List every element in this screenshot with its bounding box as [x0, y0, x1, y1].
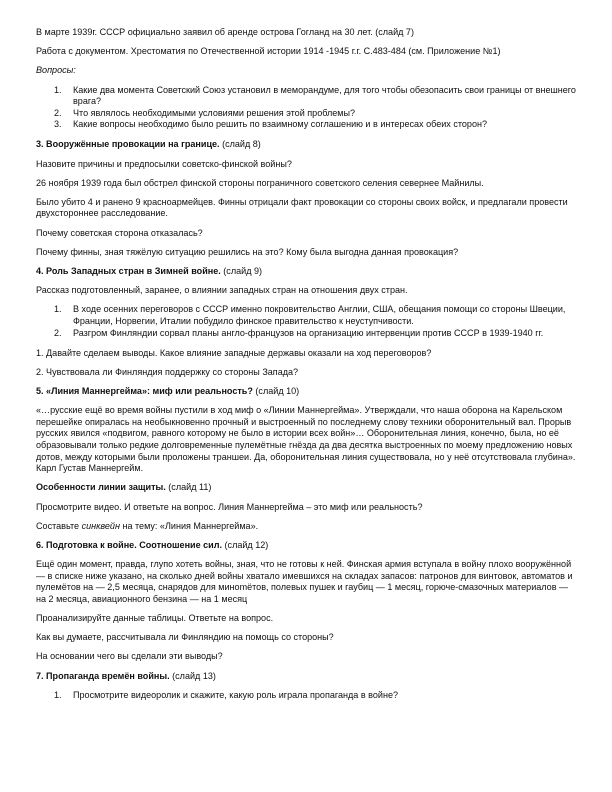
list-item: 1. Какие два момента Советский Союз установил в меморандуме, для того чтобы обезопасить свои границы от внешнего врага? [54, 84, 576, 107]
paragraph-support-question: 2. Чувствовала ли Финляндия поддержку со стороны Запада? [36, 366, 299, 377]
list-item: 1. Просмотрите видеоролик и скажите, какую роль играла пропаганда в войне? [54, 689, 399, 700]
heading-propaganda: 7. Пропаганда времён войны. (слайд 13) [36, 670, 216, 681]
paragraph-conclusions: 1. Давайте сделаем выводы. Какое влияние западные державы оказали на ход переговоров? [36, 347, 432, 358]
paragraph-provocation-question: Почему финны, зная тяжёлую ситуацию решились на это? Кому была выгодна данная провокация? [36, 246, 459, 257]
paragraph-casualties: Было убито 4 и ранено 9 красноармейцев. Финны отрицали факт провокации со стороны своих войск, и предлагали провести двухстороннее расследование. [36, 196, 568, 219]
heading-provocations: 3. Вооружённые провокации на границе. (слайд 8) [36, 139, 261, 150]
paragraph-basis-question: На основании чего вы сделали эти выводы? [36, 651, 223, 662]
paragraph-video-question: Просмотрите видео. И ответьте на вопрос. Линия Маннергейма – это миф или реальность? [36, 501, 423, 512]
heading-western-role: 4. Роль Западных стран в Зимней войне. (слайд 9) [36, 266, 263, 277]
list-item: 2. Что являлось необходимыми условиями решения этой проблемы? [54, 107, 356, 118]
list-item: 1. В ходе осенних переговоров с СССР именно покровительство Англии, США, обещания помощи со стороны Швеции, Франции, Норвегии, Италии побудило финское правительство к неуступчивости. [54, 304, 566, 327]
paragraph-document-work: Работа с документом. Хрестоматия по Отечественной истории 1914 -1945 г.г. С.483-484 (см. Приложение №1) [36, 46, 501, 57]
paragraph-causes-question: Назовите причины и предпосылки советско-финской войны? [36, 158, 292, 169]
paragraph-gogland: В марте 1939г. СССР официально заявил об аренде острова Гогланд на 30 лет. (слайд 7) [36, 27, 414, 37]
paragraph-mainila: 26 ноября 1939 года был обстрел финской стороны пограничного советского селения севернее Майнилы. [36, 177, 484, 188]
paragraph-finnish-supplies: Ещё один момент, правда, глупо хотеть войны, зная, что не готовы к ней. Финская армия вступала в войну плохо вооружённой — в списке ниже указано, на сколько дней войны хватало имевшихся на складах запасов: патронов для винтовок, автоматов и пулемётов на — 2,5 месяца, снарядов для минomётов, полевых пушек и гаубиц — 1 месяц, горюче-смазочных материалов — на 2 месяца, авиационного бензина — на 1 месяц [36, 559, 573, 604]
questions-label: Вопросы: [36, 65, 76, 76]
list-item: 2. Разгром Финляндии сорвал планы англо-французов на организацию интервенции против СССР в 1939-1940 гг. [54, 327, 544, 338]
paragraph-sinkwain-task: Составьте синквейн на тему: «Линия Маннергейма». [36, 520, 259, 531]
list-item: 3. Какие вопросы необходимо было решить по взаимному соглашению и в интересах обеих сторон? [54, 119, 488, 130]
paragraph-analyze-table: Проанализируйте данные таблицы. Ответьте на вопрос. [36, 613, 274, 624]
western-list [36, 304, 576, 339]
paragraph-soviet-refusal: Почему советская сторона отказалась? [36, 227, 203, 238]
mannerheim-quote: «…русские ещё во время войны пустили в ход миф о «Линии Маннергейма». Утверждали, что наша оборона на Карельском перешейке опиралась на необыкновенно прочный и выстроенный по последнему слову техники оборонительный вал. Прорыв русских явился «подвигом, равного которому не было в истории всех войн»… Оборонительная линия, конечно, была, но её образовывали только редкие долговременные пулемётные гнёзда да два десятка выстроенных по моему предложению новых дотов, между которыми были проложены траншеи. Да, оборонительная линия существовала, но у неё отсутствовала глубина». Карл Густав Маннергейм. [36, 405, 576, 474]
propaganda-list [36, 690, 576, 702]
heading-defense-features: Особенности линии защиты. (слайд 11) [36, 482, 212, 493]
heading-mannerheim-line: 5. «Линия Маннергейма»: миф или реальность? (слайд 10) [36, 385, 300, 396]
paragraph-help-question: Как вы думаете, рассчитывала ли Финляндию на помощь со стороны? [36, 632, 334, 643]
heading-war-preparation: 6. Подготовка к войне. Соотношение сил. (слайд 12) [36, 539, 269, 550]
questions-list [36, 85, 576, 131]
paragraph-western-story: Рассказ подготовленный, заранее, о влиянии западных стран на отношения двух стран. [36, 285, 408, 296]
